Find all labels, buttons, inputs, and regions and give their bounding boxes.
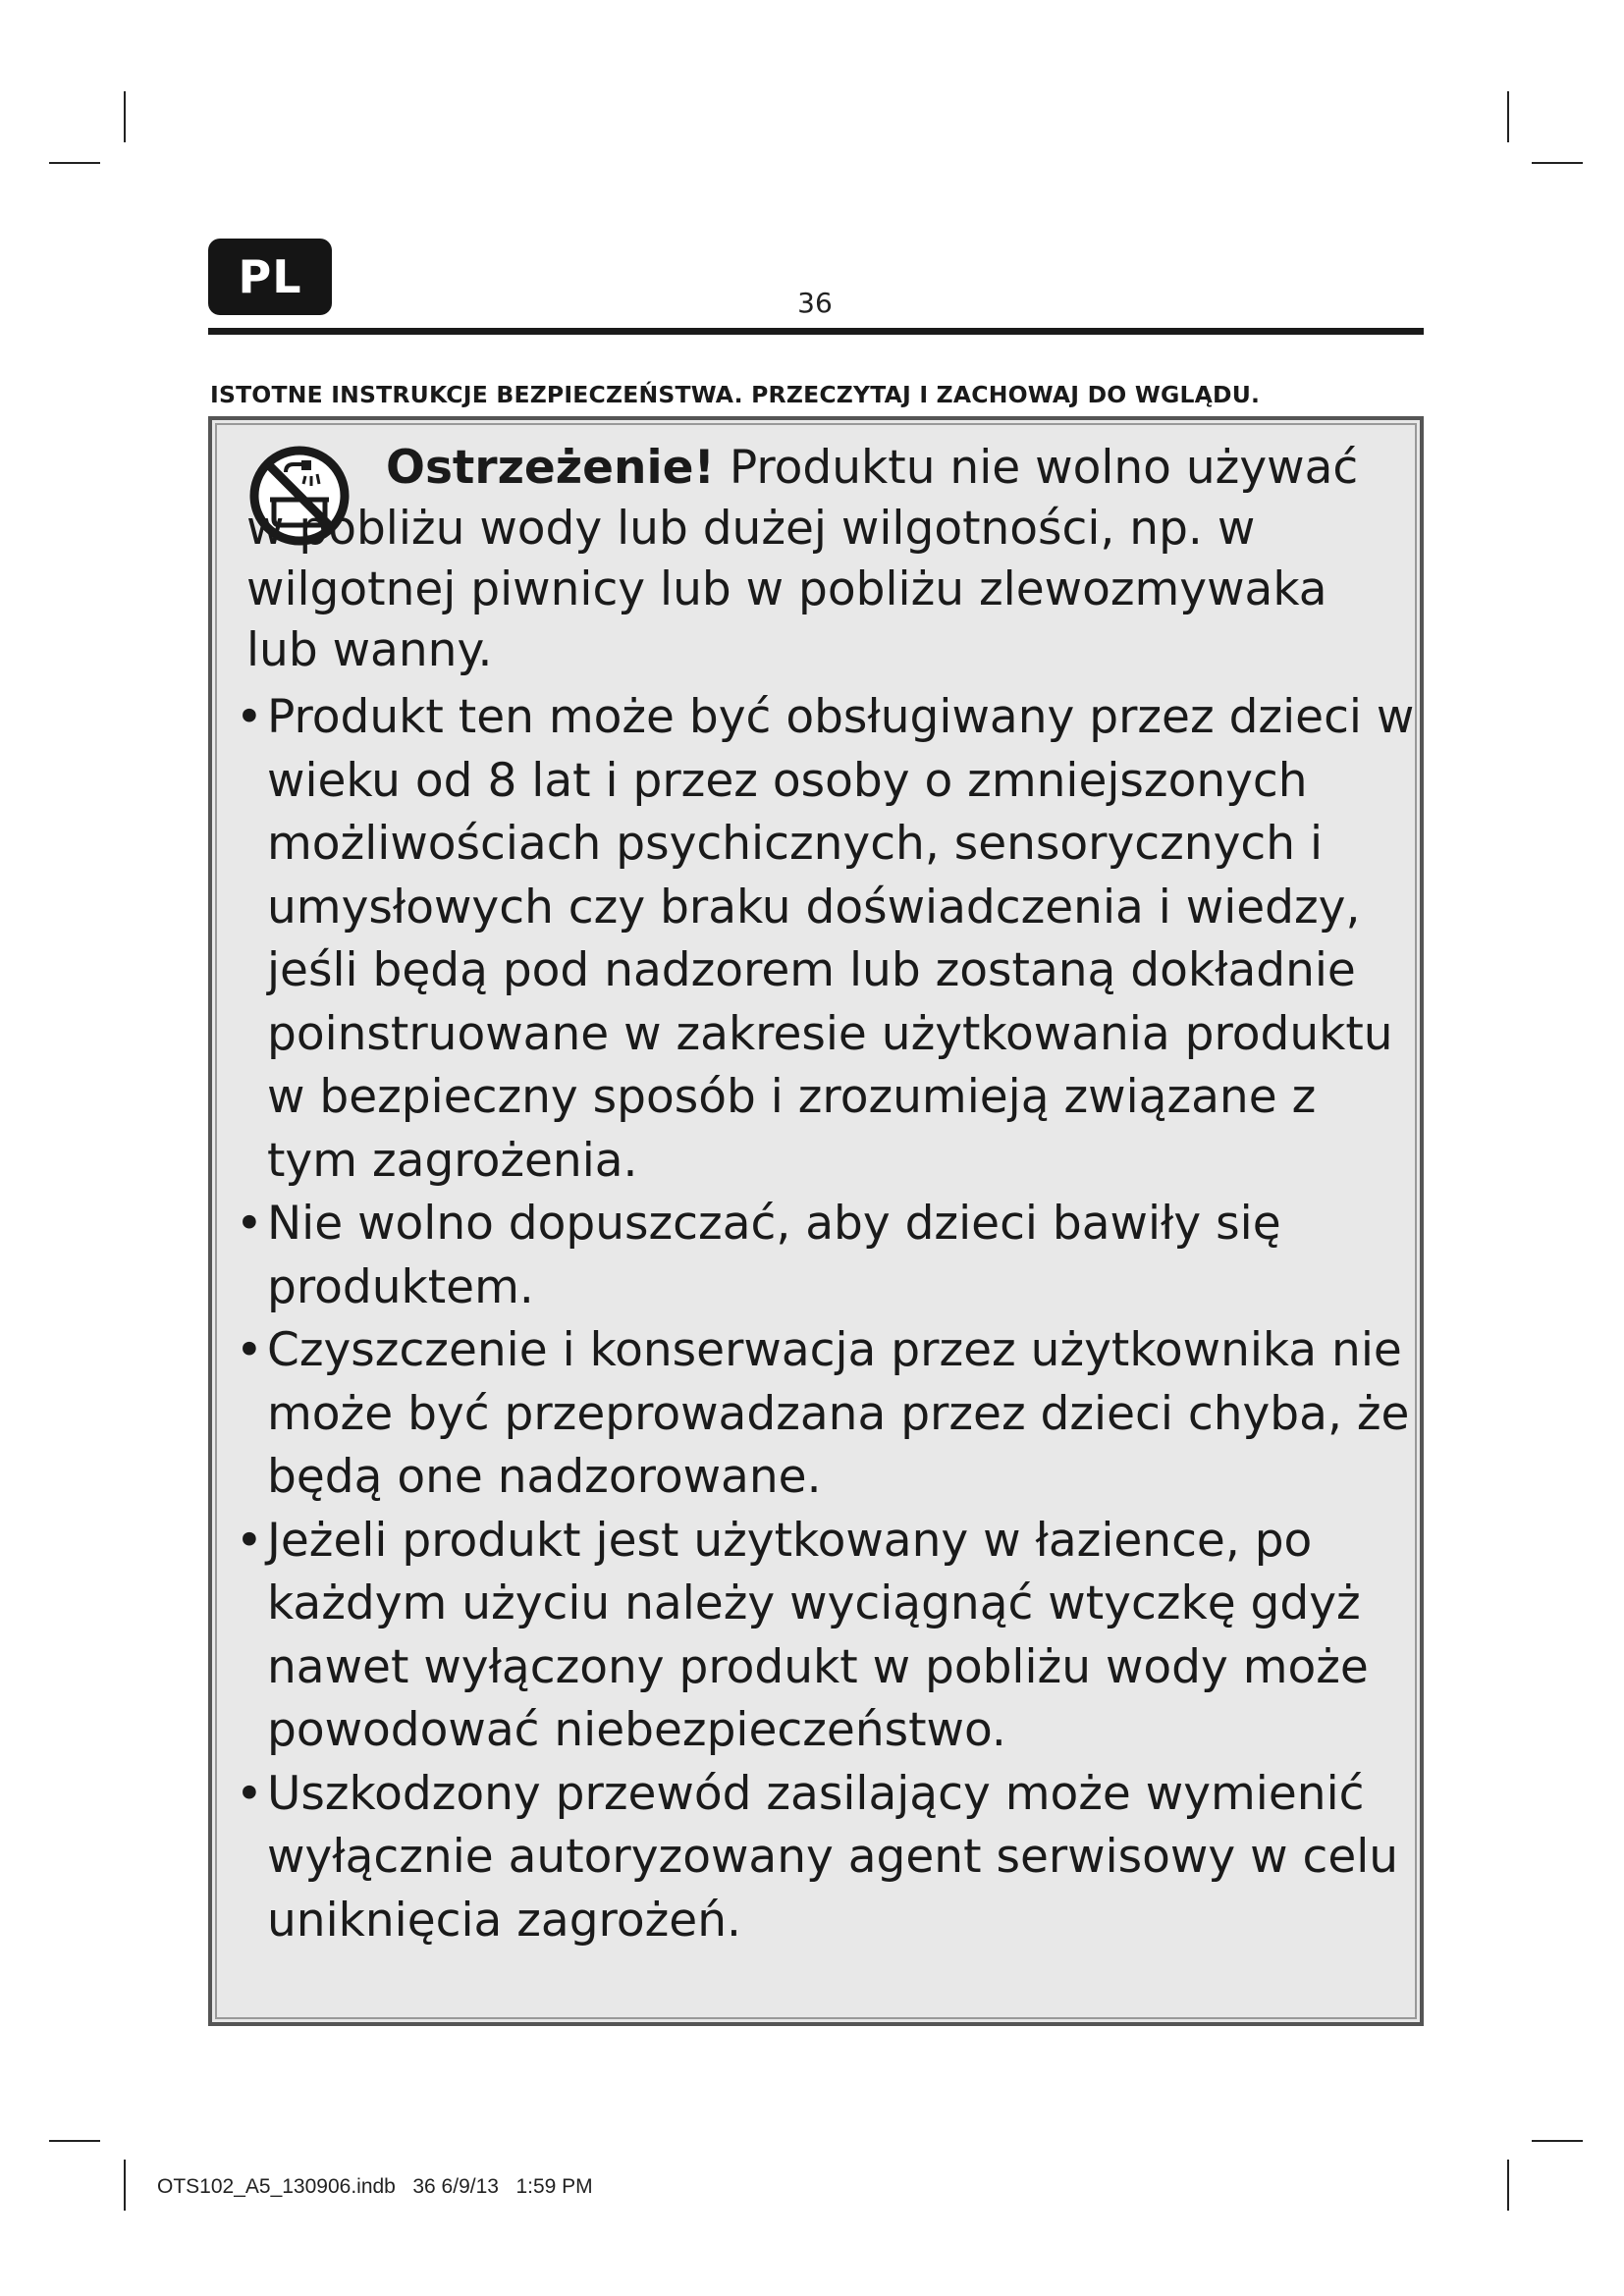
warning-box — [208, 416, 1424, 2026]
header-rule — [208, 328, 1424, 335]
list-item: • Jeżeli produkt jest użytkowany w łazience, po każdym użyciu należy wyciągnąć wtyczkę gdyż nawet wyłączony produkt w pobliżu wody może powodować niebezpieczeństwo. — [236, 1513, 1369, 1757]
list-item: • Czyszczenie i konserwacja przez użytkownika nie może być przeprowadzana przez dzieci chyba, że będą one nadzorowane. — [236, 1323, 1410, 1504]
warning-paragraph — [246, 438, 1385, 681]
crop-mark — [124, 2160, 126, 2211]
crop-mark — [1532, 2140, 1583, 2142]
list-item: • Produkt ten może być obsługiwany przez dzieci w wieku od 8 lat i przez osoby o zmniejszonych możliwościach psychicznych, sensorycznych i umysłowych czy braku doświadczenia i wiedzy, jeśli będą pod nadzorem lub zostaną dokładnie poinstruowane w zakresie użytkowania produktu w bezpieczny sposób i zrozumieją związane z tym zagrożenia. — [236, 690, 1415, 1188]
crop-mark — [124, 91, 126, 142]
warning-text: Produktu nie wolno używać w pobliżu wody lub dużej wilgotności, np. w wilgotnej piwnicy lub w pobliżu zlewozmywaka lub wanny. — [246, 441, 1359, 677]
page-number: 36 — [797, 287, 833, 319]
safety-bullet-list — [230, 686, 1418, 1952]
crop-mark — [49, 2140, 100, 2142]
crop-mark — [1532, 162, 1583, 164]
warning-title: Ostrzeżenie! — [386, 441, 715, 495]
list-item: • Uszkodzony przewód zasilający może wymienić wyłącznie autoryzowany agent serwisowy w celu uniknięcia zagrożeń. — [236, 1766, 1399, 1948]
list-item: • Nie wolno dopuszczać, aby dzieci bawiły się produktem. — [236, 1197, 1281, 1314]
section-heading: ISTOTNE INSTRUKCJE BEZPIECZEŃSTWA. PRZECZYTAJ I ZACHOWAJ DO WGLĄDU. — [210, 381, 1261, 408]
crop-mark — [1507, 2160, 1509, 2211]
crop-mark — [1507, 91, 1509, 142]
language-badge: PL — [208, 239, 332, 315]
footer-slug: OTS102_A5_130906.indb 36 6/9/13 1:59 PM — [157, 2175, 593, 2198]
crop-mark — [49, 162, 100, 164]
